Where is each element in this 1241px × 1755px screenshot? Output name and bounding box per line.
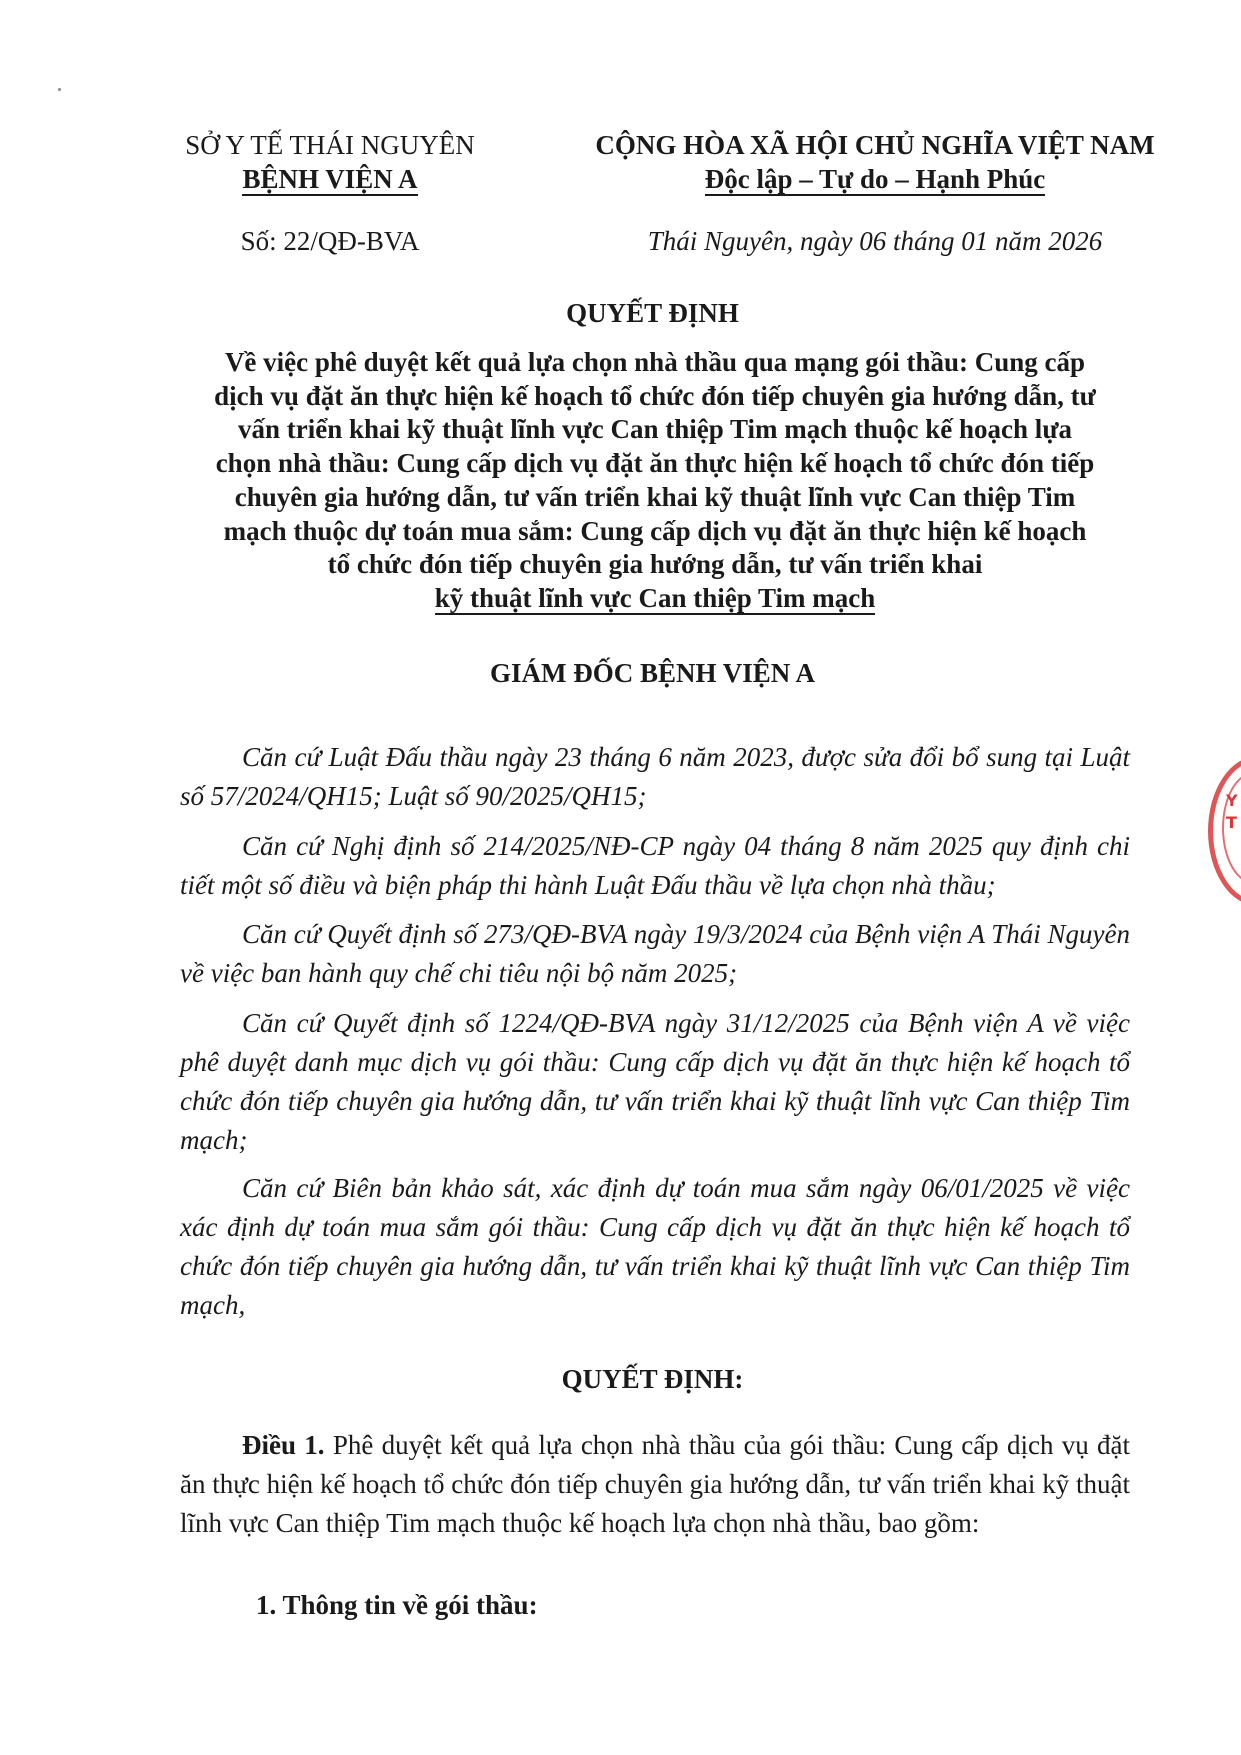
national-title-block — [565, 128, 1185, 196]
subject-last-line: kỹ thuật lĩnh vực Can thiệp Tim mạch — [434, 582, 876, 613]
decision-heading: QUYẾT ĐỊNH: — [561, 1364, 744, 1394]
subject-line: Về việc phê duyệt kết quả lựa chọn nhà thầu qua mạng gói thầu: Cung cấp — [224, 347, 1086, 377]
section-1-heading: 1. Thông tin về gói thầu: — [256, 1590, 538, 1620]
subject-line: vấn triển khai kỹ thuật lĩnh vực Can thiệp Tim mạch thuộc kế hoạch lựa — [237, 414, 1073, 445]
place-and-date: Thái Nguyên, ngày 06 tháng 01 năm 2026 — [647, 226, 1103, 256]
subject-line: chọn nhà thầu: Cung cấp dịch vụ đặt ăn thực hiện kế hoạch tổ chức đón tiếp — [215, 448, 1095, 479]
document-title: QUYẾT ĐỊNH — [566, 298, 739, 328]
subject-line: tổ chức đón tiếp chuyên gia hướng dẫn, tư vấn triển khai — [327, 549, 983, 580]
issuing-agency-block — [160, 128, 500, 196]
legal-basis-item: Căn cứ Quyết định số 273/QĐ-BVA ngày 19/3/2024 của Bệnh viện A Thái Nguyên về việc ban hành quy chế chi tiêu nội bộ năm 2025; — [180, 919, 1130, 988]
subject-line: chuyên gia hướng dẫn, tư vấn triển khai kỹ thuật lĩnh vực Can thiệp Tim — [234, 481, 1076, 512]
scan-speck — [58, 88, 61, 91]
subject-line: dịch vụ đặt ăn thực hiện kế hoạch tổ chức đón tiếp chuyên gia hướng dẫn, tư — [214, 380, 1096, 411]
article-1 — [180, 1426, 1130, 1543]
national-motto: Độc lập – Tự do – Hạnh Phúc — [704, 164, 1046, 194]
legal-basis-item: Căn cứ Nghị định số 214/2025/NĐ-CP ngày 04 tháng 8 năm 2025 quy định chi tiết một số điều và biện pháp thi hành Luật Đấu thầu về lựa chọn nhà thầu; — [180, 831, 1130, 900]
legal-basis-item: Căn cứ Luật Đấu thầu ngày 23 tháng 6 năm 2023, được sửa đổi bổ sung tại Luật số 57/2024/QH15; Luật số 90/2025/QH15; — [180, 742, 1130, 811]
hospital-name: BỆNH VIỆN A — [242, 164, 418, 194]
country-name: CỘNG HÒA XÃ HỘI CHỦ NGHĨA VIỆT NAM — [595, 130, 1155, 160]
authority-heading: GIÁM ĐỐC BỆNH VIỆN A — [489, 658, 816, 688]
legal-basis-item: Căn cứ Quyết định số 1224/QĐ-BVA ngày 31/12/2025 của Bệnh viện A về việc phê duyệt danh mục dịch vụ gói thầu: Cung cấp dịch vụ đặt ăn thực hiện kế hoạch tổ chức đón tiếp chuyên gia hướng dẫn, tư vấn triển khai kỹ thuật lĩnh vực Can thiệp Tim mạch; — [180, 1008, 1130, 1155]
article-1-text: Phê duyệt kết quả lựa chọn nhà thầu của gói thầu: Cung cấp dịch vụ đặt ăn thực hiện kế hoạch tổ chức đón tiếp chuyên gia hướng dẫn, tư vấn triển khai kỹ thuật lĩnh vực Can thiệp Tim mạch thuộc kế hoạch lựa chọn nhà thầu, bao gồm: — [180, 1430, 1131, 1538]
subject-line: mạch thuộc dự toán mua sắm: Cung cấp dịch vụ đặt ăn thực hiện kế hoạch — [223, 515, 1087, 546]
official-seal-text: Y T — [1226, 791, 1238, 832]
document-number: Số: 22/QĐ-BVA — [240, 226, 420, 256]
agency-name: SỞ Y TẾ THÁI NGUYÊN — [185, 130, 475, 160]
article-1-label: Điều 1. — [242, 1430, 325, 1460]
legal-basis-item: Căn cứ Biên bản khảo sát, xác định dự toán mua sắm ngày 06/01/2025 về việc xác định dự toán mua sắm gói thầu: Cung cấp dịch vụ đặt ăn thực hiện kế hoạch tổ chức đón tiếp chuyên gia hướng dẫn, tư vấn triển khai kỹ thuật lĩnh vực Can thiệp Tim mạch, — [180, 1173, 1130, 1320]
decision-subject — [180, 346, 1130, 616]
